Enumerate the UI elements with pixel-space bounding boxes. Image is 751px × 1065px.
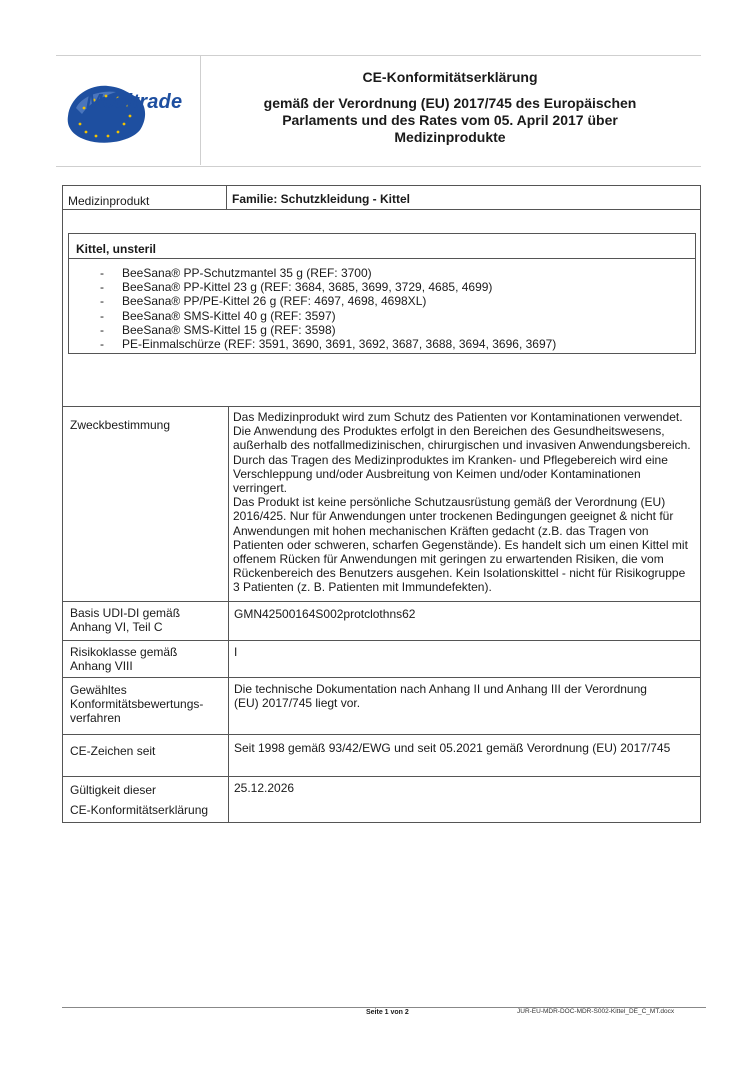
purpose-paragraph-1: Das Medizinprodukt wird zum Schutz des Patienten vor Kontaminationen verwendet. Die Anwendung des Produktes erfolgt in den Bereichen des Gesundheitswesens, außerhalb des notfallmedizinischen, chirurgischen und invasiven Anwendungsbereich. Durch das Tragen des Medizinproduktes im Kranken- und Pflegebereich wird eine Verschleppung und/oder Ausbreitung von Keimen und/oder Kontaminationen verringert.: [233, 410, 691, 496]
kittel-list: [100, 266, 556, 351]
document-title: CE-Konformitätserklärung: [362, 69, 538, 85]
ce-label: CE-Zeichen seit: [70, 744, 156, 758]
row-line: [62, 640, 701, 641]
purpose-text: [233, 410, 695, 595]
procedure-value: Die technische Dokumentation nach Anhang II und Anhang III der Verordnung (EU) 2017/745 liegt vor.: [234, 682, 647, 710]
purpose-paragraph-2: Das Produkt ist keine persönliche Schutzausrüstung gemäß der Verordnung (EU) 2016/425. Nur für Anwendungen unter trockenen Bedingungen geeignet & nicht für Anwendungen mit hohen mechanischen Kräften gedacht (z.B. das Tragen von Patienten oder schweren, scharfen Gegenstände). Es handelt sich um einen Kittel mit offenem Rücken für Anwendungen mit geringen zu erwartenden Risiken, die vom Rückenbereich des Benutzers ausgehen. Kein Isolationskittel - nicht für Risikogruppe 3 Patienten (z. B. Patienten mit Immundefekten).: [233, 495, 688, 595]
logo-wordmark: Meditrade: [86, 91, 183, 113]
validity-label-1: Gültigkeit dieser: [70, 783, 157, 797]
procedure-label: Gewähltes Konformitätsbewertungs-verfahren: [70, 683, 204, 725]
row-line: [62, 406, 701, 407]
product-value: Familie: Schutzkleidung - Kittel: [232, 192, 411, 206]
udi-label: Basis UDI-DI gemäß Anhang VI, Teil C: [70, 606, 181, 634]
column-divider: [228, 406, 229, 823]
risk-value: I: [234, 645, 238, 659]
purpose-label: Zweckbestimmung: [70, 418, 171, 432]
row-divider: [226, 185, 227, 209]
ce-value: Seit 1998 gemäß 93/42/EWG und seit 05.2021 gemäß Verordnung (EU) 2017/745: [234, 741, 671, 755]
list-item: - PE-Einmalschürze (REF: 3591, 3690, 3691, 3692, 3687, 3688, 3694, 3696, 3697): [100, 337, 556, 351]
risk-label: Risikoklasse gemäß Anhang VIII: [70, 645, 178, 673]
document-id: JUR-EU-MDR-DOC-MDR-S002-Kittel_DE_C_MT.docx: [517, 1008, 675, 1015]
udi-value: GMN42500164S002protclothns62: [234, 607, 416, 621]
document-subtitle: gemäß der Verordnung (EU) 2017/745 des Europäischen Parlaments und des Rates vom 05. April 2017 über Medizinprodukte: [263, 95, 637, 145]
row-line: [62, 776, 701, 777]
row-line: [62, 209, 701, 210]
list-item: - BeeSana® PP-Schutzmantel 35 g (REF: 3700): [100, 266, 556, 280]
header-divider: [200, 55, 201, 165]
list-item: - BeeSana® PP/PE-Kittel 26 g (REF: 4697, 4698, 4698XL): [100, 294, 556, 308]
list-item: - BeeSana® SMS-Kittel 40 g (REF: 3597): [100, 309, 556, 323]
row-line: [62, 601, 701, 602]
validity-label-2: CE-Konformitätserklärung: [70, 803, 209, 817]
product-label: Medizinprodukt: [68, 194, 150, 208]
kittel-title: Kittel, unsteril: [76, 242, 157, 256]
validity-value: 25.12.2026: [234, 781, 295, 795]
kittel-separator: [68, 258, 696, 259]
row-line: [62, 677, 701, 678]
list-item: - BeeSana® PP-Kittel 23 g (REF: 3684, 3685, 3699, 3729, 4685, 4699): [100, 280, 556, 294]
row-line: [62, 734, 701, 735]
list-item: - BeeSana® SMS-Kittel 15 g (REF: 3598): [100, 323, 556, 337]
page-number: Seite 1 von 2: [366, 1009, 409, 1016]
